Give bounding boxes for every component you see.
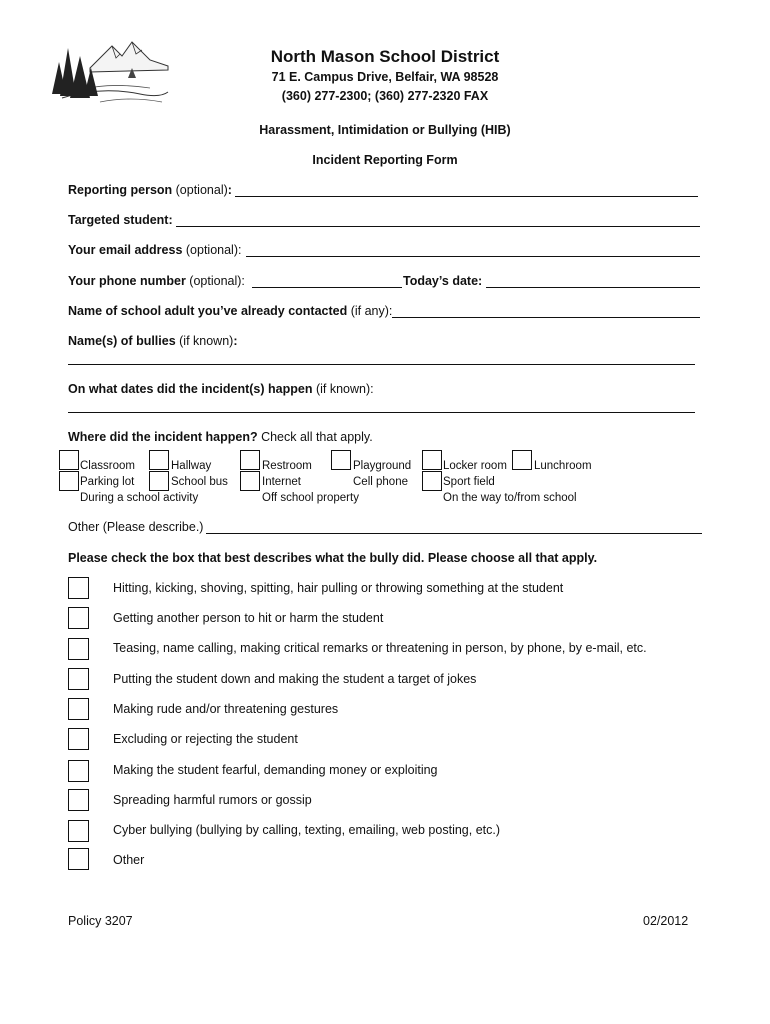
policy-number: Policy 3207 bbox=[68, 914, 133, 928]
school-adult-field[interactable] bbox=[392, 317, 700, 318]
behavior-item: Making the student fearful, demanding money or exploiting bbox=[113, 763, 438, 777]
behavior-item: Teasing, name calling, making critical remarks or threatening in person, by phone, by e-mail, etc. bbox=[113, 641, 647, 655]
dates-field[interactable] bbox=[68, 412, 695, 413]
form-title: Harassment, Intimidation or Bullying (HIB) bbox=[259, 123, 511, 137]
location-internet[interactable]: Internet bbox=[262, 476, 301, 488]
behavior-checkbox[interactable] bbox=[68, 577, 89, 599]
targeted-student-field[interactable] bbox=[176, 226, 700, 227]
todays-date-field[interactable] bbox=[486, 287, 700, 288]
location-playground[interactable]: Playground bbox=[353, 460, 412, 472]
location-checkbox[interactable] bbox=[59, 471, 79, 491]
behavior-checkbox[interactable] bbox=[68, 848, 89, 870]
other-location-field[interactable] bbox=[206, 533, 702, 534]
location-checkbox[interactable] bbox=[149, 450, 169, 470]
location-parking-lot[interactable]: Parking lot bbox=[80, 476, 135, 488]
behavior-item: Excluding or rejecting the student bbox=[113, 732, 298, 746]
behavior-checkbox[interactable] bbox=[68, 728, 89, 750]
location-lunchroom[interactable]: Lunchroom bbox=[534, 460, 592, 472]
location-checkbox[interactable] bbox=[422, 450, 442, 470]
district-name: North Mason School District bbox=[270, 47, 500, 66]
location-school-bus[interactable]: School bus bbox=[171, 476, 228, 488]
district-phones: (360) 277-2300; (360) 277-2320 FAX bbox=[281, 89, 489, 103]
dates-label: On what dates did the incident(s) happen (if known): bbox=[68, 382, 374, 396]
behavior-item: Hitting, kicking, shoving, spitting, hair pulling or throwing something at the student bbox=[113, 581, 564, 595]
location-cell-phone[interactable]: Cell phone bbox=[353, 476, 408, 488]
location-hallway[interactable]: Hallway bbox=[171, 460, 212, 472]
form-subtitle: Incident Reporting Form bbox=[312, 153, 458, 167]
behavior-item: Other bbox=[113, 853, 145, 867]
location-sport-field[interactable]: Sport field bbox=[443, 476, 495, 488]
location-restroom[interactable]: Restroom bbox=[262, 460, 312, 472]
other-location-label: Other (Please describe.) bbox=[68, 520, 204, 534]
behavior-item: Getting another person to hit or harm the student bbox=[113, 611, 384, 625]
revision-date: 02/2012 bbox=[643, 914, 689, 928]
location-locker-room[interactable]: Locker room bbox=[443, 460, 507, 472]
behavior-item: Putting the student down and making the student a target of jokes bbox=[113, 672, 477, 686]
behavior-checkbox[interactable] bbox=[68, 607, 89, 629]
location-off-property[interactable]: Off school property bbox=[262, 492, 359, 504]
location-checkbox[interactable] bbox=[149, 471, 169, 491]
location-checkbox[interactable] bbox=[422, 471, 442, 491]
reporting-person-label: Reporting person (optional): bbox=[68, 183, 232, 197]
location-checkbox[interactable] bbox=[240, 471, 260, 491]
where-label: Where did the incident happen? Check all that apply. bbox=[68, 430, 373, 444]
behavior-checkbox[interactable] bbox=[68, 760, 89, 782]
behavior-checkbox[interactable] bbox=[68, 668, 89, 690]
targeted-student-label: Targeted student: bbox=[68, 213, 173, 227]
location-to-from-school[interactable]: On the way to/from school bbox=[443, 492, 577, 504]
behavior-item: Making rude and/or threatening gestures bbox=[113, 702, 339, 716]
phone-field[interactable] bbox=[252, 287, 402, 288]
location-school-activity[interactable]: During a school activity bbox=[80, 492, 199, 504]
bullies-field[interactable] bbox=[68, 364, 695, 365]
location-checkbox[interactable] bbox=[240, 450, 260, 470]
behavior-checkbox[interactable] bbox=[68, 820, 89, 842]
school-adult-label: Name of school adult you’ve already contacted (if any): bbox=[68, 304, 393, 318]
behavior-checkbox[interactable] bbox=[68, 638, 89, 660]
behavior-item: Cyber bullying (bullying by calling, texting, emailing, web posting, etc.) bbox=[113, 823, 500, 837]
location-checkbox[interactable] bbox=[512, 450, 532, 470]
email-field[interactable] bbox=[246, 256, 700, 257]
email-label: Your email address (optional): bbox=[68, 243, 242, 257]
reporting-person-field[interactable] bbox=[235, 196, 698, 197]
location-classroom[interactable]: Classroom bbox=[80, 460, 135, 472]
bullies-label: Name(s) of bullies (if known): bbox=[68, 334, 238, 348]
behavior-instruction: Please check the box that best describes what the bully did. Please choose all that apply. bbox=[68, 551, 598, 565]
behavior-checkbox[interactable] bbox=[68, 698, 89, 720]
location-checkbox[interactable] bbox=[331, 450, 351, 470]
behavior-item: Spreading harmful rumors or gossip bbox=[113, 793, 312, 807]
district-address: 71 E. Campus Drive, Belfair, WA 98528 bbox=[271, 70, 499, 84]
phone-label: Your phone number (optional): bbox=[68, 274, 245, 288]
behavior-checkbox[interactable] bbox=[68, 789, 89, 811]
todays-date-label: Today’s date: bbox=[403, 274, 483, 288]
location-checkbox[interactable] bbox=[59, 450, 79, 470]
